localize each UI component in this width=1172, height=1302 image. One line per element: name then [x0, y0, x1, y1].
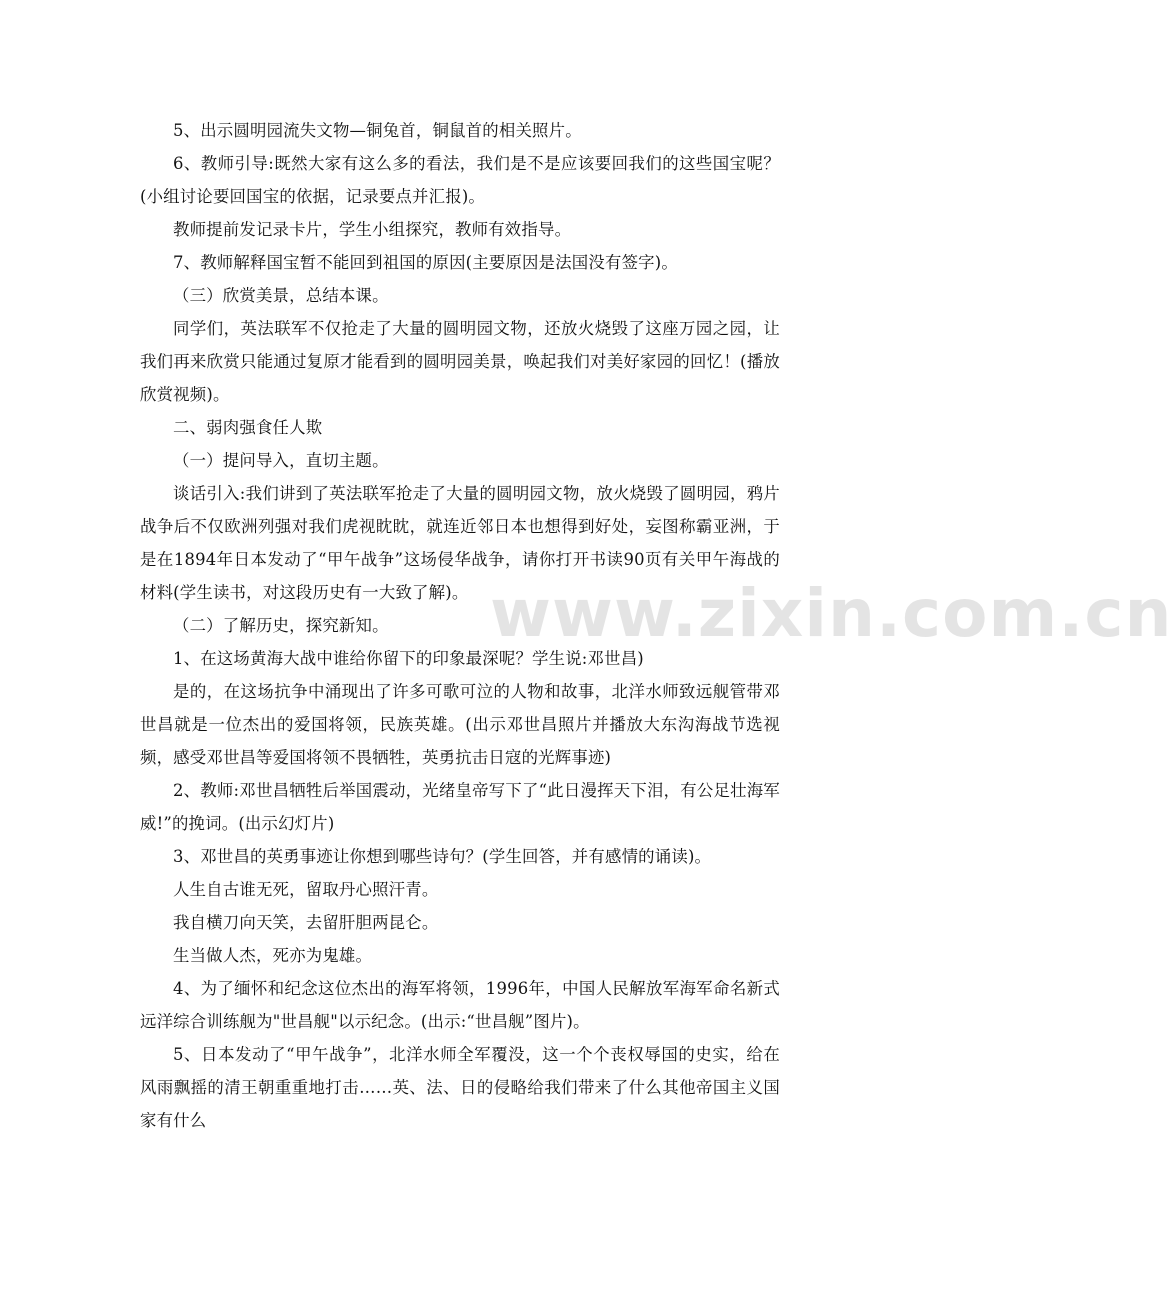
section-heading: （一）提问导入，直切主题。 [173, 451, 389, 470]
paragraph: 3、邓世昌的英勇事迹让你想到哪些诗句？(学生回答，并有感情的诵读)。 [173, 847, 712, 866]
paragraph: 5、出示圆明园流失文物—铜兔首，铜鼠首的相关照片。 [173, 121, 582, 140]
paragraph: 谈话引入:我们讲到了英法联军抢走了大量的圆明园文物，放火烧毁了圆明园，鸦片战争后不仅欧洲列强对我们虎视眈眈，就连近邻日本也想得到好处，妄图称霸亚洲，于是在1894年日本发动了“甲午战争”这场侵华战争，请你打开书读90页有关甲午海战的材料(学生读书，对这段历史有一大致了解)。 [140, 484, 780, 602]
watermark: www.zixin.com.cn [490, 575, 1172, 652]
paragraph: 2、教师:邓世昌牺牲后举国震动，光绪皇帝写下了“此日漫挥天下泪，有公足壮海军威!”的挽词。(出示幻灯片) [140, 781, 780, 833]
paragraph: 7、教师解释国宝暂不能回到祖国的原因(主要原因是法国没有签字)。 [173, 253, 678, 272]
chapter-heading: 二、弱肉强食任人欺 [173, 418, 323, 437]
paragraph: 5、日本发动了“甲午战争”，北洋水师全军覆没，这一个个丧权辱国的史实，给在风雨飘摇的清王朝重重地打击……英、法、日的侵略给我们带来了什么其他帝国主义国家有什么 [140, 1045, 780, 1130]
section-heading: （三）欣赏美景，总结本课。 [173, 286, 389, 305]
document-body [140, 114, 780, 1137]
paragraph: 同学们，英法联军不仅抢走了大量的圆明园文物，还放火烧毁了这座万园之园，让我们再来欣赏只能通过复原才能看到的圆明园美景，唤起我们对美好家园的回忆！(播放欣赏视频)。 [140, 319, 780, 404]
poem-line: 我自横刀向天笑，去留肝胆两昆仑。 [173, 913, 439, 932]
paragraph: 1、在这场黄海大战中谁给你留下的印象最深呢？学生说:邓世昌) [173, 649, 644, 668]
poem-line: 人生自古谁无死，留取丹心照汗青。 [173, 880, 439, 899]
paragraph: 教师提前发记录卡片，学生小组探究，教师有效指导。 [173, 220, 572, 239]
section-heading: （二）了解历史，探究新知。 [173, 616, 389, 635]
paragraph: 是的，在这场抗争中涌现出了许多可歌可泣的人物和故事，北洋水师致远舰管带邓世昌就是一位杰出的爱国将领，民族英雄。(出示邓世昌照片并播放大东沟海战节选视频，感受邓世昌等爱国将领不畏牺牲，英勇抗击日寇的光辉事迹) [140, 682, 780, 767]
poem-line: 生当做人杰，死亦为鬼雄。 [173, 946, 373, 965]
paragraph: 6、教师引导:既然大家有这么多的看法，我们是不是应该要回我们的这些国宝呢？(小组讨论要回国宝的依据，记录要点并汇报)。 [140, 154, 780, 206]
paragraph: 4、为了缅怀和纪念这位杰出的海军将领，1996年，中国人民解放军海军命名新式远洋综合训练舰为"世昌舰"以示纪念。(出示:“世昌舰”图片)。 [140, 979, 780, 1031]
